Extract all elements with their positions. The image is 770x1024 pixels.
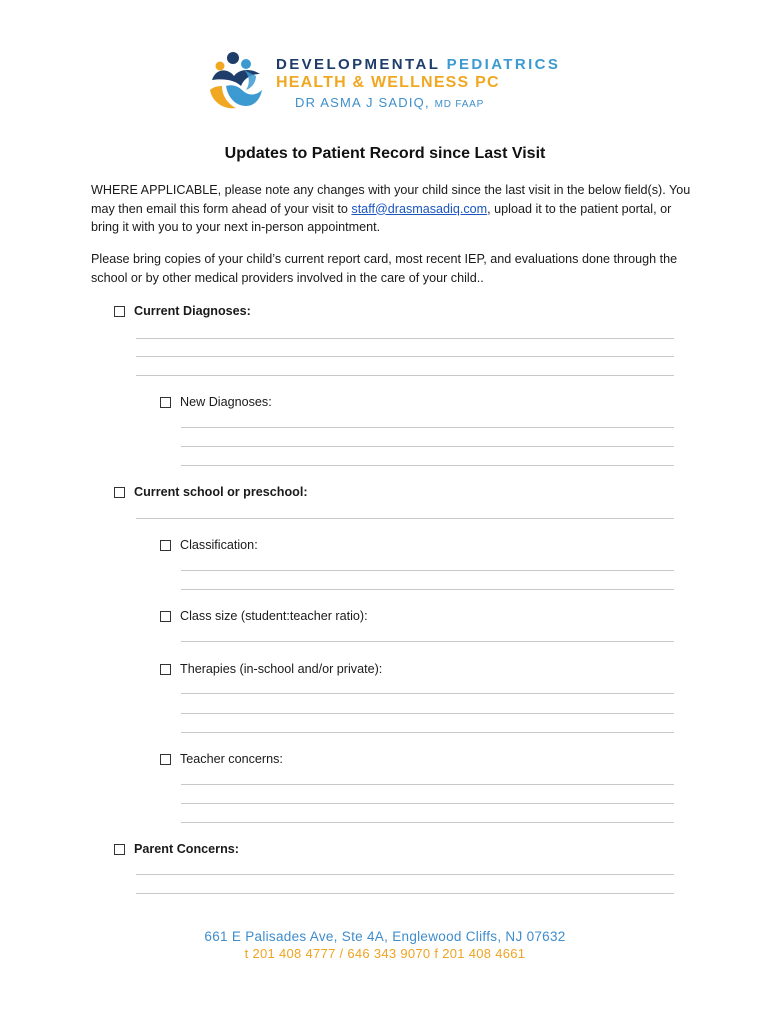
answer-line[interactable] [136,338,674,339]
current-diagnoses-item [114,304,251,318]
classification-checkbox[interactable] [160,540,171,551]
class-size-label: Class size (student:teacher ratio): [180,609,368,623]
intro-paragraph [91,181,691,237]
answer-line[interactable] [181,732,674,733]
new-diagnoses-checkbox[interactable] [160,397,171,408]
therapies-checkbox[interactable] [160,664,171,675]
logo-doctor-name [295,95,484,110]
answer-line[interactable] [181,784,674,785]
answer-line[interactable] [181,589,674,590]
footer-phone-numbers: t 201 408 4777 / 646 343 9070 f 201 408 4661 [244,946,526,961]
logo-title [276,56,560,73]
teacher-concerns-item [160,752,283,766]
intro-text-end: , upload it to the patient portal, or bring it with you to your next in-person appointment. [91,201,672,234]
footer-address: 661 E Palisades Ave, Ste 4A, Englewood Cliffs, NJ 07632 [204,929,566,944]
current-school-label: Current school or preschool: [134,485,308,499]
classification-item [160,538,258,552]
new-diagnoses-item [160,395,272,409]
therapies-label: Therapies (in-school and/or private): [180,662,383,676]
class-size-item [160,609,368,623]
answer-line[interactable] [181,427,674,428]
new-diagnoses-label: New Diagnoses: [180,395,272,409]
current-school-checkbox[interactable] [114,487,125,498]
answer-line[interactable] [181,465,674,466]
answer-line[interactable] [136,518,674,519]
class-size-checkbox[interactable] [160,611,171,622]
answer-line[interactable] [181,803,674,804]
answer-line[interactable] [181,713,674,714]
documents-paragraph: Please bring copies of your child’s current report card, most recent IEP, and evaluations done through the school or by other medical providers involved in the care of your child.. [91,252,678,285]
teacher-concerns-label: Teacher concerns: [180,752,283,766]
logo-word-developmental: DEVELOPMENTAL [276,56,440,73]
current-diagnoses-label: Current Diagnoses: [134,304,251,318]
practice-logo [206,50,576,115]
form-title: Updates to Patient Record since Last Visit [224,145,546,162]
current-diagnoses-checkbox[interactable] [114,306,125,317]
answer-line[interactable] [181,570,674,571]
doctor-credentials: MD FAAP [434,99,485,110]
answer-line[interactable] [181,693,674,694]
classification-label: Classification: [180,538,258,552]
answer-line[interactable] [181,446,674,447]
staff-email-link[interactable]: staff@drasmasadiq.com [351,201,488,216]
therapies-item [160,662,382,676]
answer-line[interactable] [136,874,674,875]
parent-concerns-label: Parent Concerns: [134,842,239,856]
answer-line[interactable] [136,356,674,357]
doctor-name: DR ASMA J SADIQ, [295,95,430,110]
logo-subtitle: HEALTH & WELLNESS PC [276,74,500,91]
answer-line[interactable] [181,822,674,823]
parent-concerns-item [114,842,239,856]
answer-line[interactable] [136,375,674,376]
parent-concerns-checkbox[interactable] [114,844,125,855]
answer-line[interactable] [181,641,674,642]
family-logo-icon [206,50,272,112]
logo-word-pediatrics: PEDIATRICS [446,56,561,73]
intro-text-start: WHERE APPLICABLE, please note any changes with your child since the last visit in the below field(s). You may then email this form ahead of your visit to [91,183,691,216]
teacher-concerns-checkbox[interactable] [160,754,171,765]
current-school-item [114,485,308,499]
answer-line[interactable] [136,893,674,894]
